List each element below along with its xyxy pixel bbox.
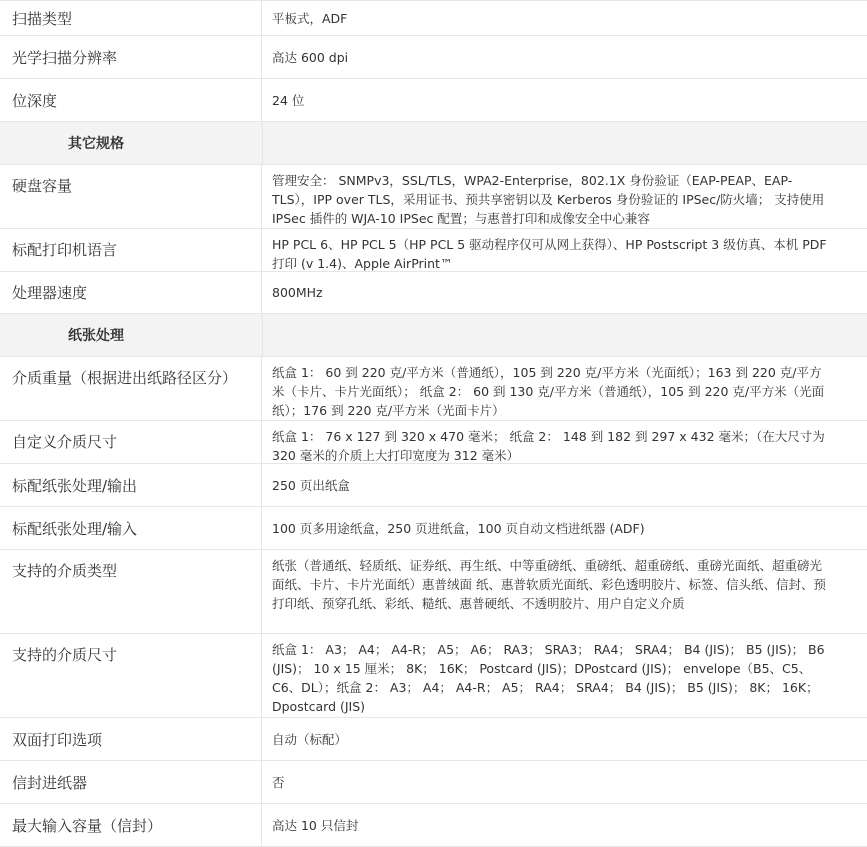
spec-label: 自定义介质尺寸 xyxy=(0,421,262,463)
spec-value: 250 页出纸盒 xyxy=(272,477,350,493)
spec-row xyxy=(0,36,867,79)
spec-label: 最大输入容量（信封） xyxy=(0,804,262,846)
spec-value: 纸张（普通纸、轻质纸、证券纸、再生纸、中等重磅纸、重磅纸、超重磅纸、重磅光面纸、超重磅光面纸、卡片、卡片光面纸）惠普绒面 纸、惠普软质光面纸、彩色透明胶片、标签、信头纸、信封、预打印纸、预穿孔纸、彩纸、糙纸、惠普硬纸、不透明胶片、用户自定义介质 xyxy=(272,558,826,611)
spec-value: 平板式，ADF xyxy=(272,10,348,26)
spec-label: 标配纸张处理/输出 xyxy=(0,464,262,506)
spec-label: 支持的介质类型 xyxy=(0,550,262,633)
spec-label: 硬盘容量 xyxy=(0,165,262,228)
spec-value: 管理安全： SNMPv3，SSL/TLS，WPA2-Enterprise，802.1X 身份验证（EAP-PEAP、EAP-TLS），IPP over TLS，采用证书、预共享密钥以及 Kerberos 身份验证的 IPSec/防火墙； 支持使用 IPSec 插件的 WJA-10 IPSec 配置；与惠普打印和成像安全中心兼容 xyxy=(272,173,825,226)
spec-value: 高达 10 只信封 xyxy=(272,817,359,833)
section-header-paper xyxy=(0,314,867,357)
spec-row xyxy=(0,79,867,122)
spec-label: 光学扫描分辨率 xyxy=(0,36,262,78)
section-header-other xyxy=(0,122,867,165)
spec-value: 纸盒 1： A3； A4； A4-R； A5； A6； RA3； SRA3； RA4； SRA4； B4 (JIS)； B5 (JIS)； B6 (JIS)； 10 x 15 厘米； 8K； 16K； Postcard (JIS)；DPostcard (JIS)； envelope（B5、C5、C6、DL）；纸盒 2： A3； A4； A4-R； A5； RA4； SRA4； B4 (JIS)； B5 (JIS)； 8K； 16K； Dpostcard (JIS) xyxy=(272,642,825,714)
spec-value: HP PCL 6、HP PCL 5（HP PCL 5 驱动程序仅可从网上获得）、HP Postscript 3 级仿真、本机 PDF 打印 (v 1.4)、Apple AirPrint™ xyxy=(272,237,827,271)
section-title: 其它规格 xyxy=(68,136,124,152)
spec-label: 支持的介质尺寸 xyxy=(0,634,262,717)
spec-row xyxy=(0,272,867,314)
spec-label: 扫描类型 xyxy=(0,1,262,35)
spec-row xyxy=(0,357,867,421)
spec-value: 纸盒 1： 60 到 220 克/平方米（普通纸），105 到 220 克/平方米（光面纸）；163 到 220 克/平方米（卡片、卡片光面纸）； 纸盒 2： 60 到 130 克/平方米（普通纸），105 到 220 克/平方米（光面纸）；176 到 220 克/平方米（光面卡片） xyxy=(272,365,825,418)
spec-value: 100 页多用途纸盒，250 页进纸盒，100 页自动文档进纸器 (ADF) xyxy=(272,520,645,536)
spec-value: 800MHz xyxy=(272,285,323,300)
spec-label: 处理器速度 xyxy=(0,272,262,313)
spec-row xyxy=(0,165,867,229)
spec-label: 双面打印选项 xyxy=(0,718,262,760)
spec-row xyxy=(0,421,867,464)
spec-value: 纸盒 1： 76 x 127 到 320 x 470 毫米； 纸盒 2： 148 到 182 到 297 x 432 毫米；（在大尺寸为 320 毫米的介质上大打印宽度为 312 毫米） xyxy=(272,429,825,463)
spec-value: 否 xyxy=(272,774,285,790)
spec-label: 标配打印机语言 xyxy=(0,229,262,271)
spec-label: 位深度 xyxy=(0,79,262,121)
spec-row xyxy=(0,761,867,804)
spec-label: 标配纸张处理/输入 xyxy=(0,507,262,549)
spec-value: 高达 600 dpi xyxy=(272,49,349,65)
spec-row xyxy=(0,1,867,36)
spec-row xyxy=(0,229,867,272)
spec-row xyxy=(0,550,867,634)
spec-row xyxy=(0,804,867,847)
spec-value: 24 位 xyxy=(272,92,305,108)
spec-row xyxy=(0,634,867,718)
spec-row xyxy=(0,718,867,761)
spec-label: 介质重量（根据进出纸路径区分） xyxy=(0,357,262,420)
spec-row xyxy=(0,507,867,550)
section-title: 纸张处理 xyxy=(68,328,124,344)
spec-label: 信封进纸器 xyxy=(0,761,262,803)
spec-value: 自动（标配） xyxy=(272,731,348,747)
spec-row xyxy=(0,464,867,507)
